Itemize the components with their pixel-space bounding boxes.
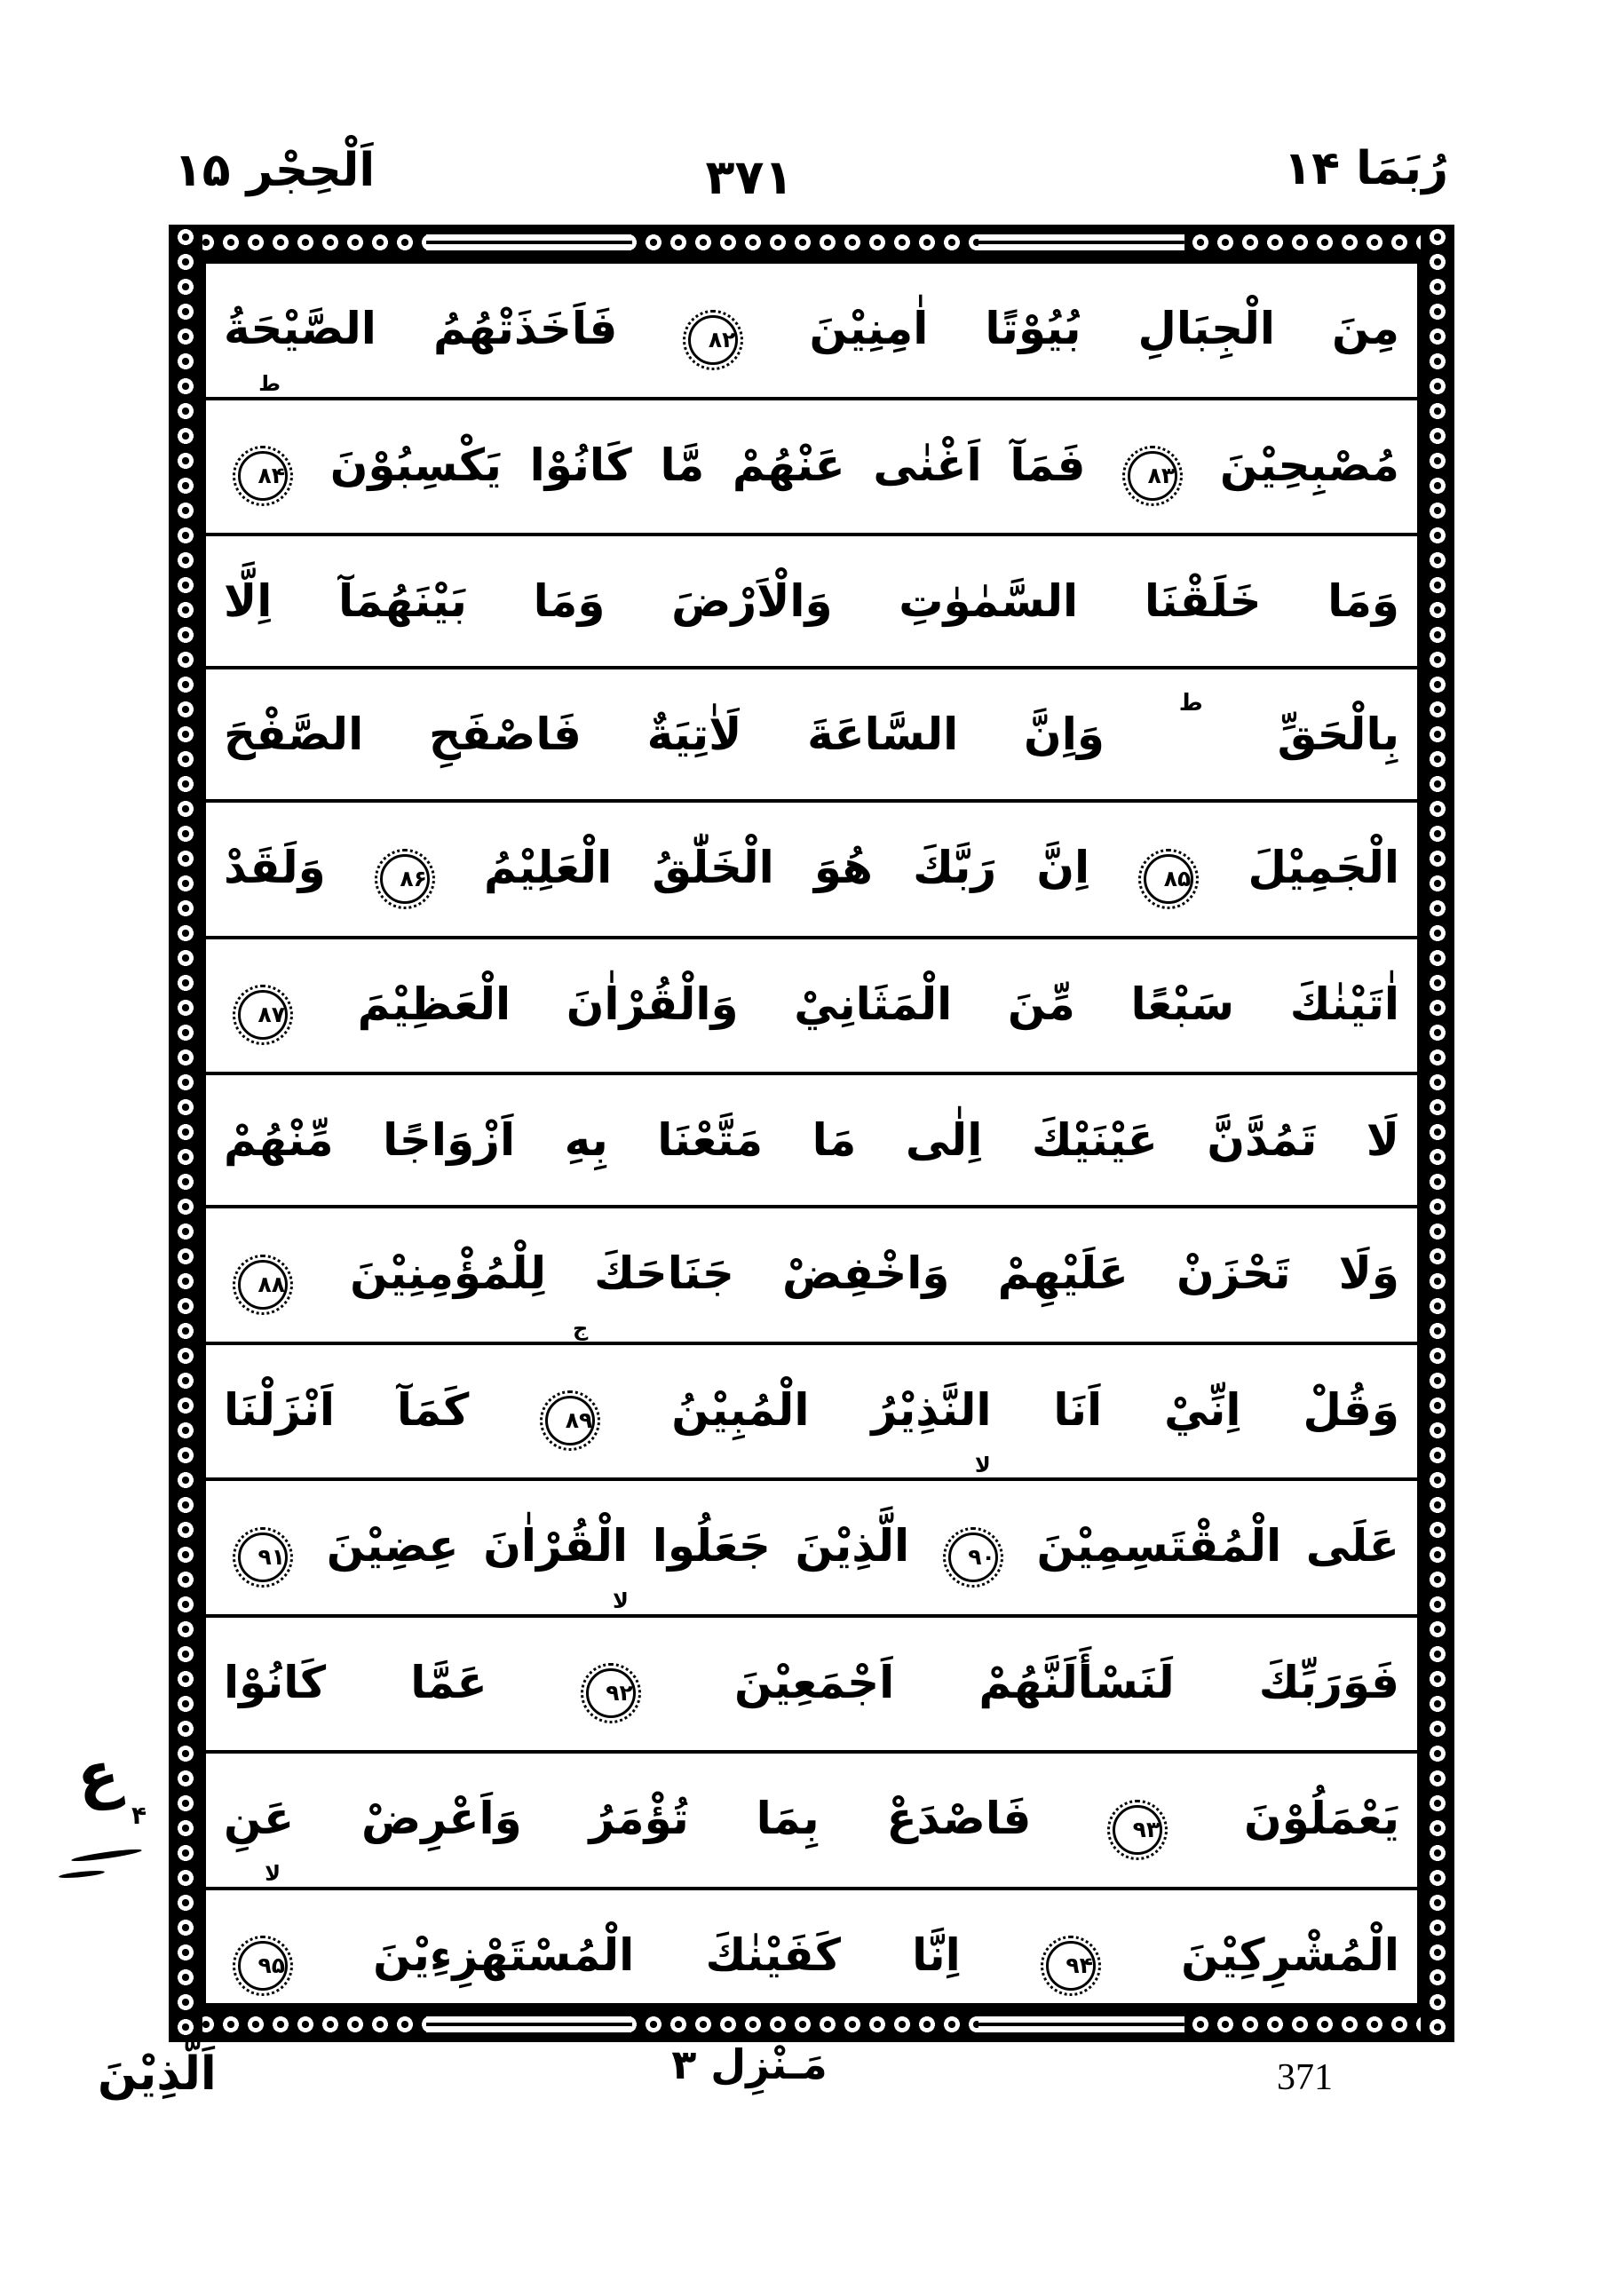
ayah-text: فَمَآ اَغْنٰى عَنْهُمْ مَّا كَانُوْا يَكْسِبُوْنَ [329,439,1086,491]
verse-number: ۸۸ [238,1260,288,1310]
verse-number: ۹۴ [1046,1941,1096,1991]
waqf-stop-mark: ج [572,1316,589,1341]
ayah-text: وَلَا تَحْزَنْ عَلَيْهِمْ وَاخْفِضْ جَنَاحَكَ لِلْمُؤْمِنِيْنَ [350,1247,1399,1299]
ayah-text: الْمُشْرِكِيْنَ [1181,1928,1399,1981]
verse-end-marker [1144,806,1193,936]
ayah-text: يَعْمَلُوْنَ [1244,1793,1399,1844]
verse-end-marker [586,1588,636,1750]
verse-number: ۸۹ [545,1396,595,1445]
quran-line-7 [206,1072,1417,1205]
verse-number: ۹۵ [238,1941,288,1991]
ayah-text: لَا تَمُدَّنَّ عَيْنَيْكَ اِلٰى مَا مَتَّعْنَا بِهِ اَزْوَاجًا مِّنْهُمْ [224,1114,1399,1166]
ayah-text: كَمَآ اَنْزَلْنَا [224,1383,470,1436]
waqf-stop-mark: لا [974,1452,991,1477]
ayah-text: اِنَّا كَفَيْنٰكَ الْمُسْتَهْزِءِيْنَ [373,1928,961,1981]
verse-number: ۸۵ [1144,854,1193,904]
ruku-marker [60,1736,176,1884]
verse-number: ۹۱ [238,1532,288,1582]
quran-line-2 [206,371,1417,534]
waqf-stop-mark: لا [265,1861,281,1886]
quran-line-11 [206,1588,1417,1751]
ayah-text: وَقُلْ اِنِّيْ اَنَا النَّذِيْرُ الْمُبِيْنُ [671,1383,1399,1436]
ayah-text: فَاَخَذَتْهُمُ الصَّيْحَةُ [224,303,618,354]
ruku-stroke [59,1869,105,1879]
ayah-text: وَاِنَّ السَّاعَةَ لَاٰتِيَةٌ فَاصْفَحِ الصَّفْحَ [224,709,1105,760]
verse-end-marker [238,942,288,1072]
ruku-number: ۴ [131,1801,147,1830]
waqf-stop-mark: ط [1178,690,1203,717]
verse-number: ۸۴ [238,451,288,501]
verse-end-marker [1113,1757,1162,1887]
juz-name-header: رُبَمَا ۱۴ [1283,142,1448,195]
ayah-text: وَمَا خَلَقْنَا السَّمٰوٰتِ وَالْاَرْضَ وَمَا بَيْنَهُمَآ اِلَّا [224,575,1399,627]
ayah-text: مُصْبِحِيْنَ [1219,439,1399,491]
border-gap [978,234,1184,250]
quran-line-8 [206,1205,1417,1342]
quran-lines [202,260,1421,2007]
quran-line-5 [206,799,1417,936]
border-gap [426,234,632,250]
verse-end-marker [238,1485,288,1614]
verse-end-marker [238,1212,288,1342]
quran-line-9 [206,1316,1417,1478]
verse-end-marker [238,1861,288,2023]
verse-end-marker [688,267,738,397]
page-number-latin: 371 [1277,2057,1333,2098]
verse-end-marker [238,371,288,533]
ayah-text: وَلَقَدْ [224,842,326,893]
page-number-arabic: ۳۷۱ [705,149,794,205]
verse-number: ۸۶ [380,854,430,904]
verse-end-marker [1128,403,1177,533]
verse-number: ۹۲ [586,1668,636,1718]
ayah-text: اِنَّ رَبَّكَ هُوَ الْخَلّٰقُ الْعَلِيْمُ [484,842,1090,893]
ayah-text: الَّذِيْنَ جَعَلُوا الْقُرْاٰنَ عِضِيْنَ [326,1520,910,1572]
ayah-text: بِالْحَقِّ [1277,709,1399,760]
surah-name-header: اَلْحِجْر ۱۵ [174,144,376,197]
frame-border-right-ornament [1421,225,1454,2042]
verse-number: ۸۷ [238,990,288,1040]
verse-end-marker [545,1316,595,1477]
ayah-text: الْجَمِيْلَ [1248,842,1399,893]
verse-number: ۹۳ [1113,1805,1162,1855]
quran-line-3 [206,533,1417,666]
catchword-next-page: اَلَّذِيْنَ [98,2047,217,2101]
waqf-stop-mark: لا [612,1588,629,1613]
frame-border-top-ornament [169,225,1454,260]
quran-line-12 [206,1750,1417,1887]
verse-end-marker [948,1452,998,1614]
ayah-text: عَمَّا كَانُوْا [224,1656,487,1708]
quran-line-1 [206,264,1417,397]
ornamental-frame [169,225,1454,2042]
quran-line-6 [206,936,1417,1073]
ayah-text: فَاصْدَعْ بِمَا تُؤْمَرُ وَاَعْرِضْ عَنِ [224,1793,1032,1844]
manzil-label: مَـنْزِل ۳ [671,2040,828,2088]
ruku-ain-glyph: ع [71,1736,124,1814]
quran-line-13 [206,1861,1417,2024]
verse-number: ۹۰ [948,1532,998,1582]
ayah-text: مِنَ الْجِبَالِ بُيُوْتًا اٰمِنِيْنَ [809,303,1399,354]
verse-number: ۸۲ [688,315,738,365]
verse-end-marker [380,806,430,936]
ayah-text: فَوَرَبِّكَ لَنَسْأَلَنَّهُمْ اَجْمَعِيْنَ [733,1656,1399,1708]
quran-line-4 [206,666,1417,799]
ayah-text: اٰتَيْنٰكَ سَبْعًا مِّنَ الْمَثَانِيْ وَالْقُرْاٰنَ الْعَظِيْمَ [357,978,1399,1030]
verse-end-marker [1046,1893,1096,2023]
ruku-stroke [71,1847,142,1863]
ayah-text: عَلَى الْمُقْتَسِمِيْنَ [1036,1520,1399,1572]
waqf-stop-mark: ط [258,371,281,396]
verse-number: ۸۳ [1128,451,1177,501]
quran-line-10 [206,1452,1417,1614]
